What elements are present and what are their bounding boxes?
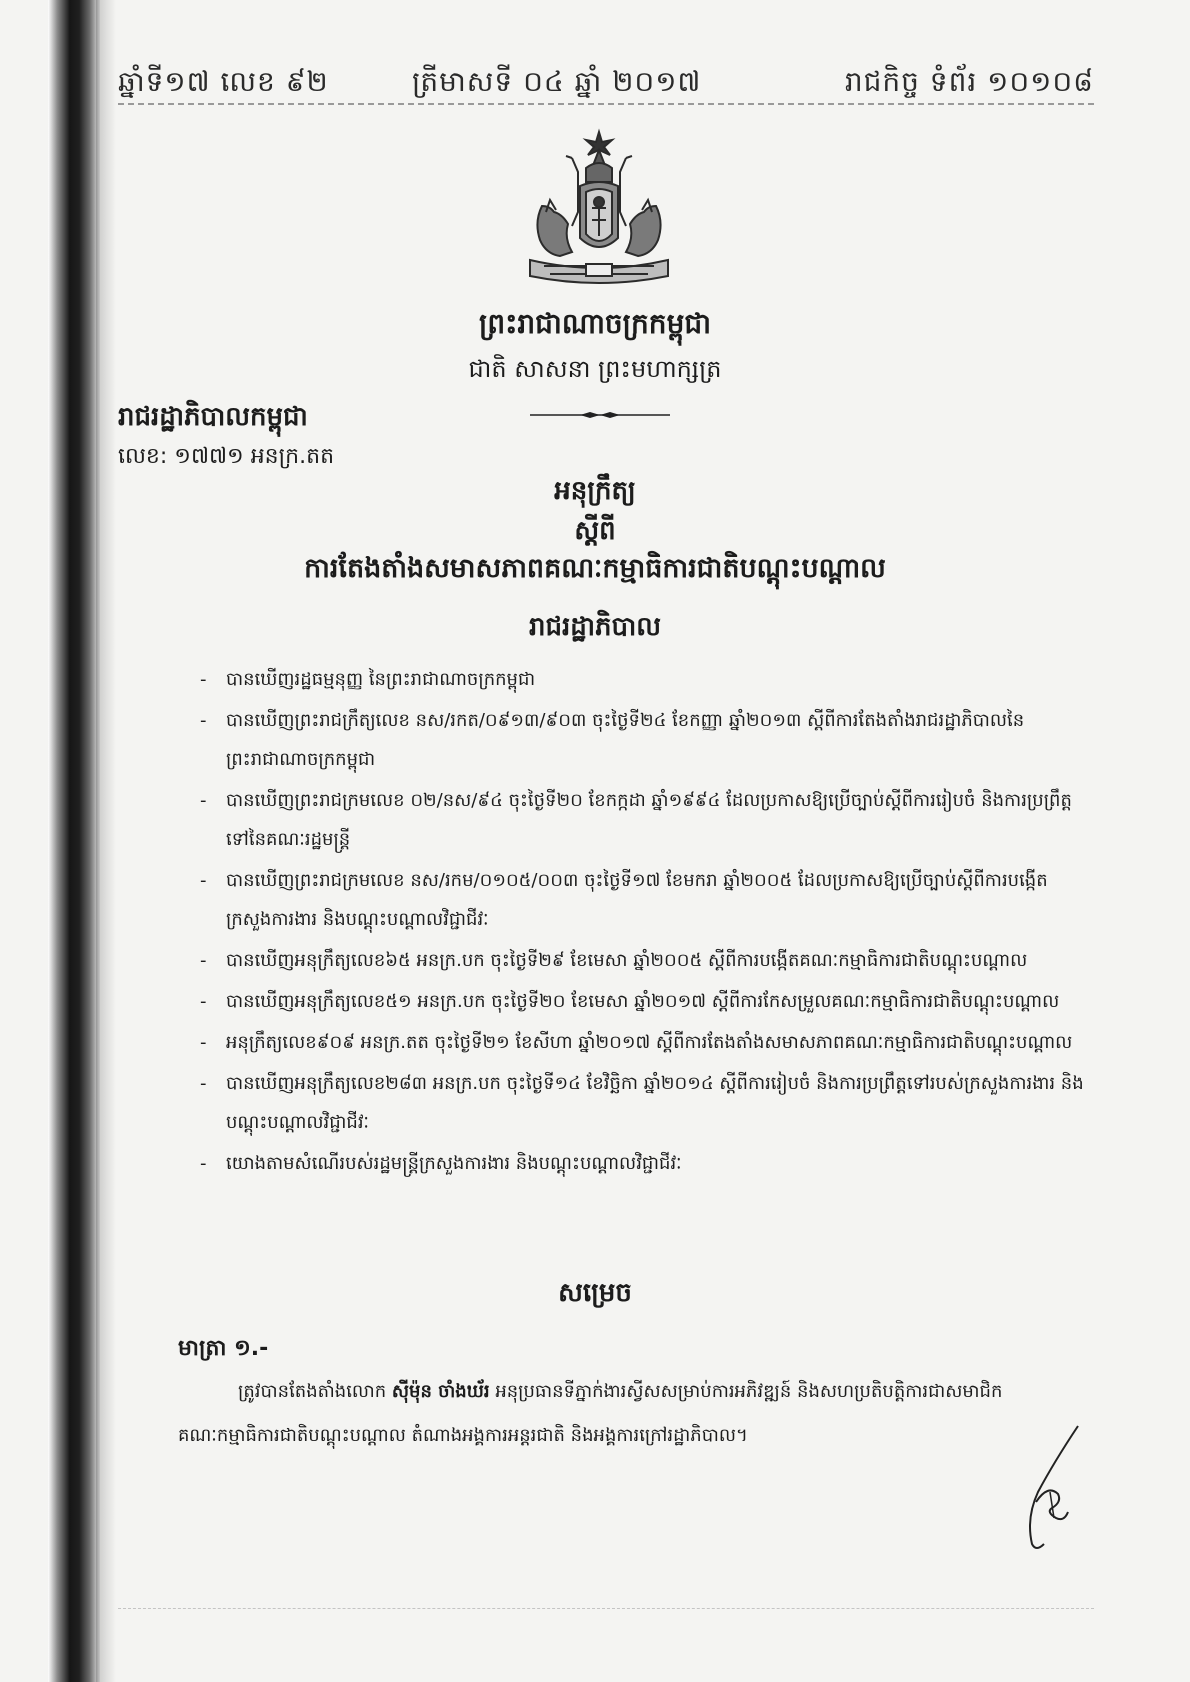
recital-item: - បានឃើញអនុក្រឹត្យលេខ៦៥ អនក្រ.បក ចុះថ្ងៃទី២៩ ខែមេសា ឆ្នាំ២០០៥ ស្តីពីការបង្កើតគណៈកម្មាធិការជាតិបណ្តុះបណ្តាល (226, 941, 1086, 980)
recital-item: - បានឃើញអនុក្រឹត្យលេខ៥១ អនក្រ.បក ចុះថ្ងៃទី២០ ខែមេសា ឆ្នាំ២០១៧ ស្តីពីការកែសម្រួលគណៈកម្មាធិការជាតិបណ្តុះបណ្តាល (226, 982, 1086, 1021)
initials-signature-icon (1018, 1422, 1084, 1554)
article-1-text-before: ត្រូវបានតែងតាំងលោក (238, 1381, 392, 1402)
recital-item: - បានឃើញព្រះរាជក្រមលេខ ០២/នស/៩៤ ចុះថ្ងៃទី២០ ខែកក្កដា ឆ្នាំ១៩៩៤ ដែលប្រកាសឱ្យប្រើច្បាប់ស្តីពីការរៀបចំ និងការប្រព្រឹត្តទៅនៃគណៈរដ្ឋមន្ត្រី (226, 781, 1086, 859)
royal-coat-of-arms-icon (520, 128, 678, 290)
article-1-body (178, 1370, 1078, 1458)
article-1-heading: មាត្រា ១.- (178, 1336, 269, 1361)
kingdom-title: ព្រះរាជាណាចក្រកម្ពុជា (478, 307, 711, 340)
gazette-page-number: រាជកិច្ច ទំព័រ ១០១០៨ (844, 65, 1094, 98)
national-motto: ជាតិ សាសនា ព្រះមហាក្សត្រ (468, 355, 722, 383)
document-about-label: ស្តីពី (574, 516, 616, 546)
appointee-name: ស៊ីម៉ុន ចាំងឃ័រ (391, 1381, 490, 1402)
footer-divider (118, 1608, 1094, 1609)
decree-reference-number: លេខ: ១៧៧១ អនក្រ.តត (118, 444, 335, 469)
scan-binding-shadow (48, 0, 100, 1682)
document-subject: ការតែងតាំងសមាសភាពគណៈកម្មាធិការជាតិបណ្តុះបណ្តាល (304, 553, 886, 584)
document-type: អនុក្រឹត្យ (554, 476, 636, 506)
recital-item: - អនុក្រឹត្យលេខ៩០៩ អនក្រ.តត ចុះថ្ងៃទី២១ ខែសីហា ឆ្នាំ២០១៧ ស្តីពីការតែងតាំងសមាសភាពគណៈកម្មាធិការជាតិបណ្តុះបណ្តាល (226, 1023, 1086, 1062)
recital-item: - យោងតាមសំណើរបស់រដ្ឋមន្ត្រីក្រសួងការងារ និងបណ្តុះបណ្តាលវិជ្ជាជីវៈ (226, 1144, 1086, 1183)
gazette-quarter: ត្រីមាសទី ០៤ ឆ្នាំ ២០១៧ (412, 65, 702, 98)
gazette-volume: ឆ្នាំទី១៧ លេខ ៩២ (118, 65, 329, 98)
issuing-government: រាជរដ្ឋាភិបាលកម្ពុជា (118, 402, 308, 432)
ornamental-divider-icon (530, 410, 670, 420)
article-1-text-after: អនុប្រធានទីភ្នាក់ងារស្វីសសម្រាប់ការអភិវឌ្ឍន៍ និងសហប្រតិបត្តិការជាសមាជិកគណៈកម្មាធិការជាតិបណ្តុះបណ្តាល តំណាងអង្គការអន្តរជាតិ និងអង្គការក្រៅរដ្ឋាភិបាល។ (178, 1381, 1003, 1446)
decision-heading: សម្រេច (558, 1278, 632, 1308)
recital-item: - បានឃើញអនុក្រឹត្យលេខ២៨៣ អនក្រ.បក ចុះថ្ងៃទី១៤ ខែវិច្ឆិកា ឆ្នាំ២០១៤ ស្តីពីការរៀបចំ និងការប្រព្រឹត្តទៅរបស់ក្រសួងការងារ និងបណ្តុះបណ្តាលវិជ្ជាជីវៈ (226, 1064, 1086, 1142)
issuing-authority-heading: រាជរដ្ឋាភិបាល (528, 612, 662, 642)
recitals-list (226, 660, 1086, 1185)
scan-binding-fade (96, 0, 116, 1682)
recital-item: - បានឃើញព្រះរាជក្រមលេខ នស/រកម/០១០៥/០០៣ ចុះថ្ងៃទី១៧ ខែមករា ឆ្នាំ២០០៥ ដែលប្រកាសឱ្យប្រើច្បាប់ស្តីពីការបង្កើតក្រសួងការងារ និងបណ្តុះបណ្តាលវិជ្ជាជីវៈ (226, 861, 1086, 939)
recital-item: - បានឃើញរដ្ឋធម្មនុញ្ញ នៃព្រះរាជាណាចក្រកម្ពុជា (226, 660, 1086, 699)
header-divider (118, 103, 1094, 105)
recital-item: - បានឃើញព្រះរាជក្រឹត្យលេខ នស/រកត/០៩១៣/៩០៣ ចុះថ្ងៃទី២៤ ខែកញ្ញា ឆ្នាំ២០១៣ ស្តីពីការតែងតាំងរាជរដ្ឋាភិបាលនៃព្រះរាជាណាចក្រកម្ពុជា (226, 701, 1086, 779)
